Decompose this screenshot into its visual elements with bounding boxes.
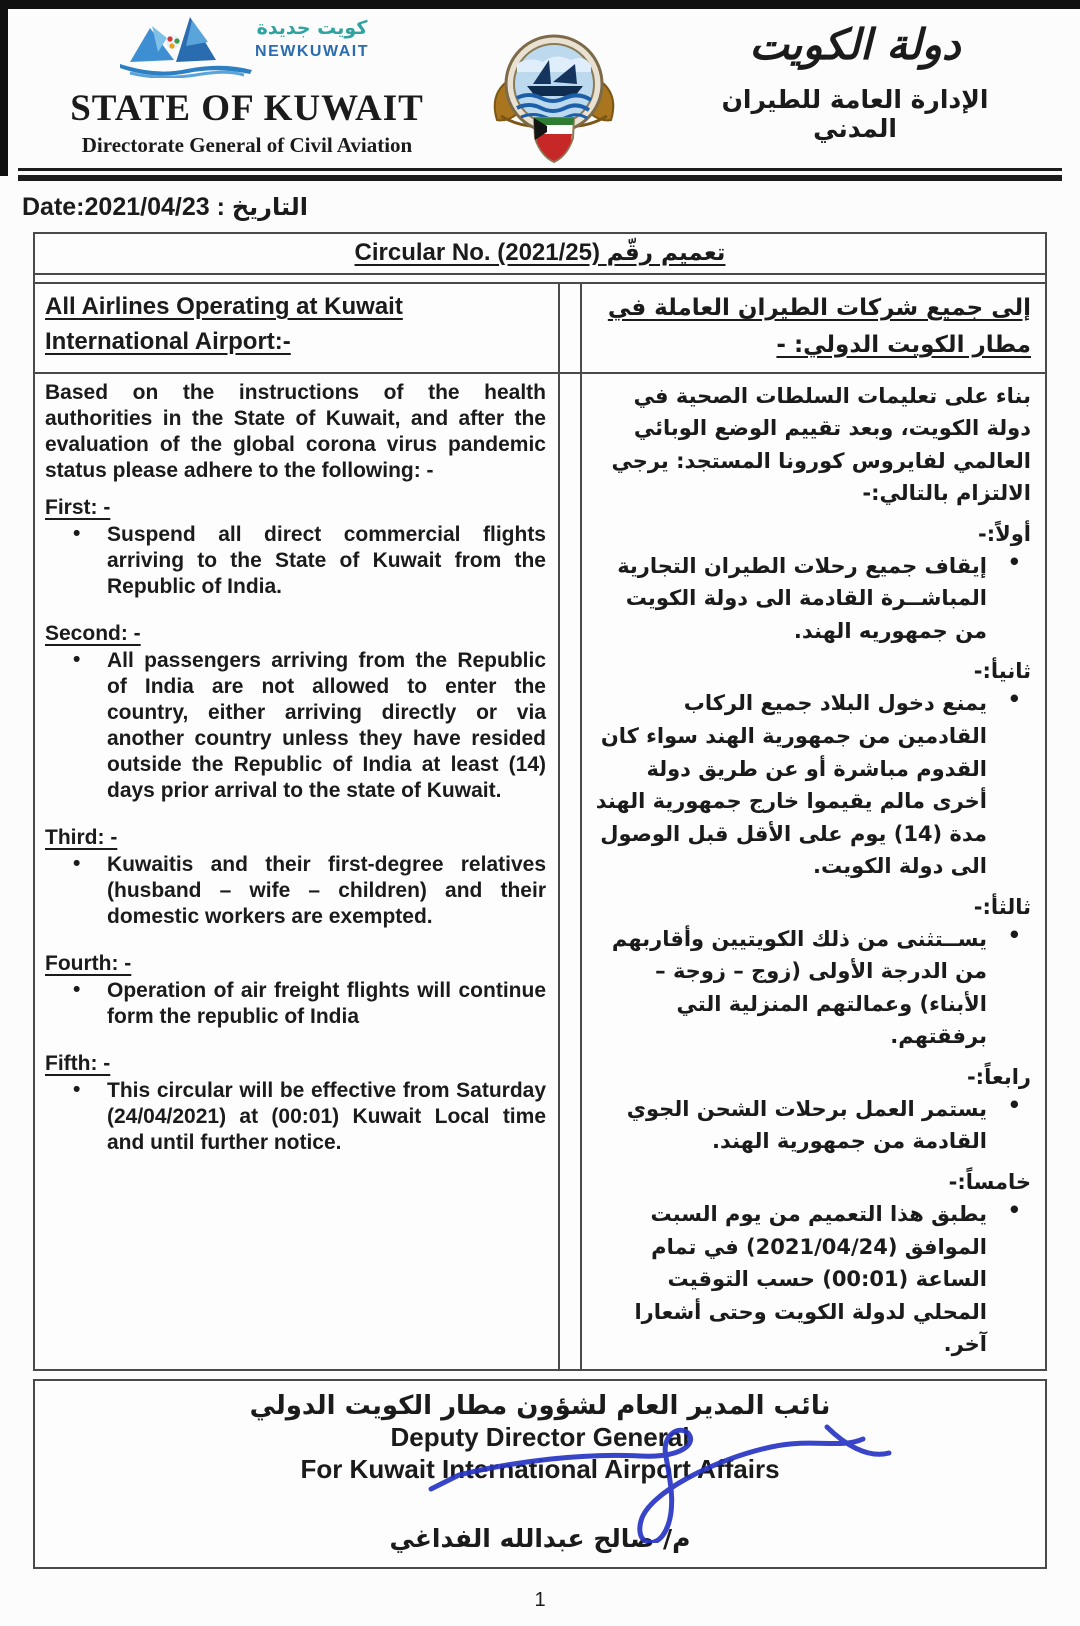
english-heading: All Airlines Operating at Kuwait International Airport:- xyxy=(45,293,403,355)
english-section-third: Third: - • Kuwaitis and their first-degree relatives (husband – wife – children) and their domestic workers are exempted. xyxy=(45,826,546,930)
date-line: Date:2021/04/23 : التاريخ xyxy=(22,193,309,221)
arabic-heading-cell xyxy=(582,284,1045,374)
table-spacer-row xyxy=(35,275,1045,284)
column-divider xyxy=(558,284,582,374)
addressee-heading-row xyxy=(35,284,1045,374)
signer-title-arabic: نائب المدير العام لشؤون مطار الكويت الدولي xyxy=(249,1390,831,1421)
english-intro: Based on the instructions of the health authorities in the State of Kuwait, and after the evaluation of the global corona virus pandemic status please adhere to the following: - xyxy=(45,380,546,482)
newkuwait-logo-icon xyxy=(112,12,382,78)
arabic-intro: بناء على تعليمات السلطات الصحية في دولة الكويت، وبعد تقييم الوضع الوبائي العالمي لفايروس كورونا المستجد: يرجي الالتزام بالتالي:- xyxy=(611,383,1031,506)
signer-title-line1: Deputy Director General xyxy=(390,1421,690,1452)
header-rule-thick xyxy=(18,175,1062,181)
arabic-section-third: ثالثأ:- • يســتثنى من ذلك الكويتيين وأقاربهم من الدرجة الأولى (زوج – زوجة – الأبناء) وعمالتهم المنزلية التي برفقتهم. xyxy=(592,895,1031,1053)
circular-number-arabic: تعميم رقّم xyxy=(606,240,726,266)
bullet-icon: • xyxy=(1007,687,1021,712)
signer-title-line2: For Kuwait International Airport Affairs xyxy=(300,1454,780,1485)
english-section-second: Second: - • All passengers arriving from the Republic of India are not allowed to enter the country, either arriving directly or via another country unless they have resided outside the Republic of India at least (14) days prior arrival to the state of Kuwait. xyxy=(45,622,546,804)
bullet-icon: • xyxy=(73,647,81,671)
english-heading-cell xyxy=(35,284,558,374)
page-number: 1 xyxy=(534,1588,546,1611)
kuwait-emblem-icon xyxy=(487,22,621,164)
bullet-icon: • xyxy=(73,978,81,1002)
english-section-fourth: Fourth: - • Operation of air freight flights will continue form the republic of India xyxy=(45,952,546,1030)
bullet-icon: • xyxy=(73,1078,81,1102)
bullet-icon: • xyxy=(1007,922,1021,947)
circular-table xyxy=(33,232,1047,1371)
bullet-icon: • xyxy=(1007,549,1021,574)
bullet-icon: • xyxy=(1007,1092,1021,1117)
english-section-fifth: Fifth: - • This circular will be effective from Saturday (24/04/2021) at (00:01) Kuwait Local time and until further notice. xyxy=(45,1052,546,1156)
kuwait-emblem xyxy=(487,22,621,169)
arabic-directorate-subtitle: الإدارة العامة للطيران المدني xyxy=(721,85,989,143)
arabic-section-first: أولاً:- • إيقاف جميع رحلات الطيران التجارية المباشــرة القادمة الى دولة الكويت من جمهوريه الهند. xyxy=(592,522,1031,648)
english-body-cell xyxy=(35,374,558,1369)
signature-block xyxy=(33,1379,1047,1569)
logo-latin-text: NEWKUWAIT xyxy=(255,43,369,60)
date-value: Date:2021/04/23 xyxy=(22,193,210,221)
state-title: STATE OF KUWAIT xyxy=(70,88,424,129)
logo-arabic-text: كويت جديدة xyxy=(256,17,368,39)
arabic-heading: إلى جميع شركات الطيران العاملة في مطار الكويت الدولي: - xyxy=(607,295,1031,358)
arabic-state-title: دولة الكويت xyxy=(749,20,961,69)
column-divider xyxy=(558,374,582,1369)
arabic-body-cell xyxy=(582,374,1045,1369)
circular-number-row xyxy=(35,234,1045,275)
letterhead xyxy=(0,0,1080,168)
english-section-first: First: - • Suspend all direct commercial flights arriving to the State of Kuwait from the Republic of India. xyxy=(45,496,546,600)
arabic-section-fifth: خامساً:- • يطبق هذا التعميم من يوم السبت الموافق (2021/04/24) في تمام الساعة (00:01) حسب التوقيت المحلي لدولة الكويت وحتى أشعارا آخر. xyxy=(592,1170,1031,1361)
date-label-arabic: التاريخ xyxy=(231,193,309,221)
circular-number-latin: Circular No. (2021/25) xyxy=(354,239,600,266)
bullet-icon: • xyxy=(1007,1197,1021,1222)
letterhead-english-block xyxy=(52,12,442,158)
arabic-section-second: ثانيأ:- • يمنع دخول البلاد جميع الركاب القادمين من جمهورية الهند سواء كان القدوم مباشرة أو عن طريق دولة أخرى مالم يقيموا خارج جمهورية الهند مدة (14) يوم على الأقل قبل الوصول الى دولة الكويت. xyxy=(592,659,1031,882)
letterhead-arabic-block xyxy=(690,20,1020,143)
circular-body-row xyxy=(35,374,1045,1369)
bullet-icon: • xyxy=(73,852,81,875)
directorate-subtitle: Directorate General of Civil Aviation xyxy=(81,133,413,157)
bullet-icon: • xyxy=(73,521,81,545)
signer-name: م/ صالح عبدالله الفداغي xyxy=(389,1523,691,1553)
arabic-section-fourth: رابعاً:- • يستمر العمل برحلات الشحن الجوي القادمة من جمهورية الهند. xyxy=(592,1065,1031,1158)
